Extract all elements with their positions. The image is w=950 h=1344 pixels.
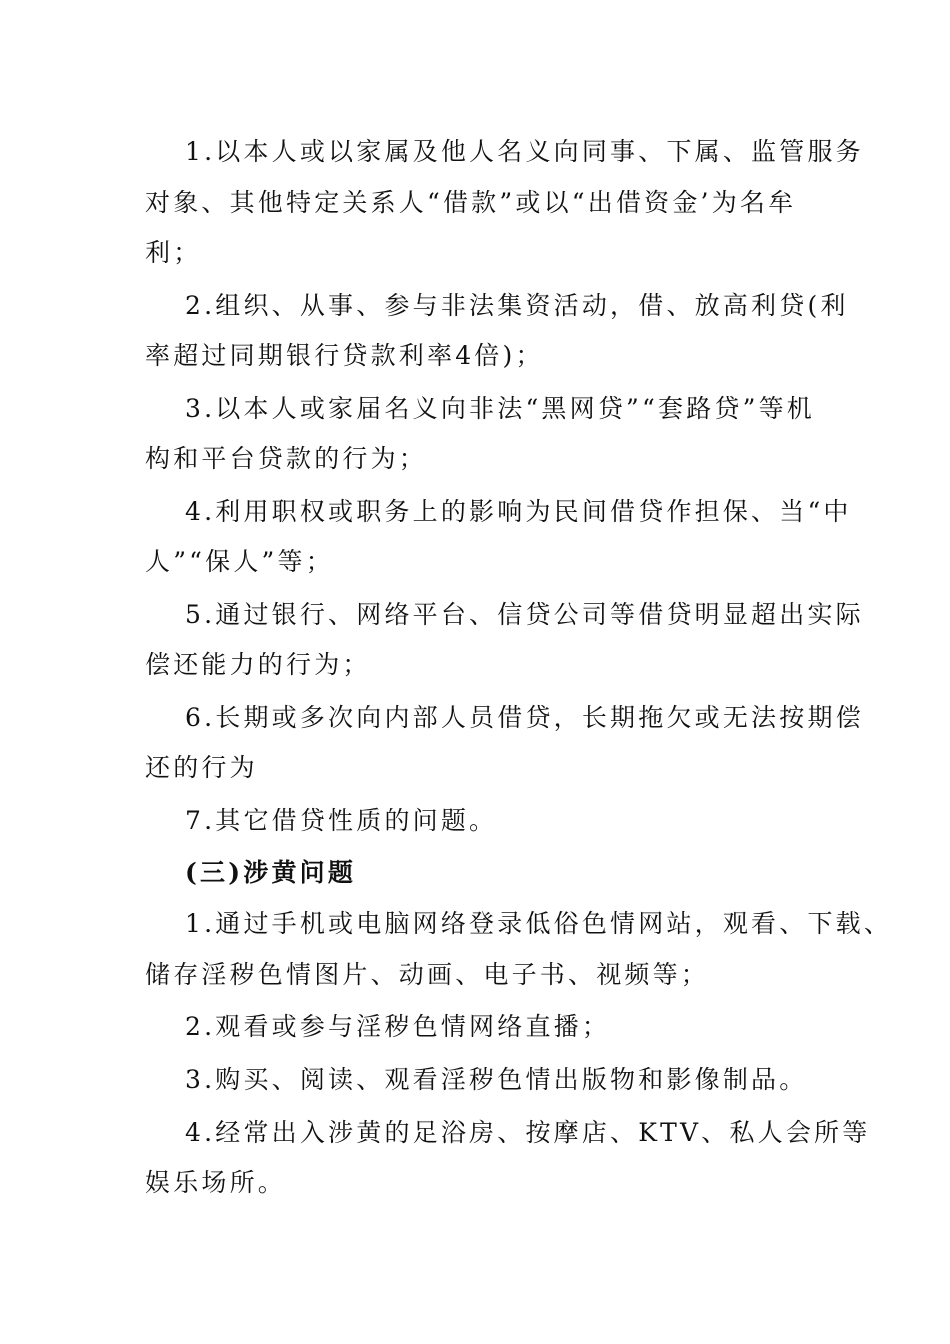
paragraph-line: 1.以本人或以家属及他人名义向同事、下属、监管服务 <box>185 137 864 166</box>
paragraph-line: 构和平台贷款的行为； <box>145 444 428 473</box>
paragraph-line: 率超过同期银行贷款利率4倍)； <box>145 341 544 370</box>
paragraph-line: 2.组织、从事、参与非法集资活动，借、放高利贷(利 <box>185 291 849 320</box>
paragraph-line: 3.以本人或家届名义向非法“黑网贷”“套路贷”等机 <box>185 394 815 423</box>
paragraph-line: 娱乐场所。 <box>145 1168 287 1197</box>
paragraph-line: 3.购买、阅读、观看淫秽色情出版物和影像制品。 <box>185 1065 808 1094</box>
paragraph-line: 2.观看或参与淫秽色情网络直播； <box>185 1012 611 1041</box>
paragraph-line: 偿还能力的行为； <box>145 650 371 679</box>
paragraph-line: 4.经常出入涉黄的足浴房、按摩店、KTV、私人会所等 <box>185 1118 871 1147</box>
paragraph-line: 6.长期或多次向内部人员借贷，长期拖欠或无法按期偿 <box>185 703 864 732</box>
paragraph-line: 5.通过银行、网络平台、信贷公司等借贷明显超出实际 <box>185 600 864 629</box>
paragraph-line: 7.其它借贷性质的问题。 <box>185 806 498 835</box>
paragraph-line: 人”“保人”等； <box>145 547 334 576</box>
paragraph-line: 对象、其他特定关系人“借款”或以“出借资金’为名牟 <box>145 188 797 217</box>
paragraph-line: 1.通过手机或电脑网络登录低俗色情网站，观看、下载、 <box>185 909 893 938</box>
paragraph-line: 储存淫秽色情图片、动画、电子书、视频等； <box>145 960 710 989</box>
paragraph-line: 还的行为 <box>145 753 258 782</box>
section-heading: (三)涉黄问题 <box>185 858 357 887</box>
paragraph-line: 利； <box>145 238 202 267</box>
paragraph-line: 4.利用职权或职务上的影响为民间借贷作担保、当“中 <box>185 497 852 526</box>
